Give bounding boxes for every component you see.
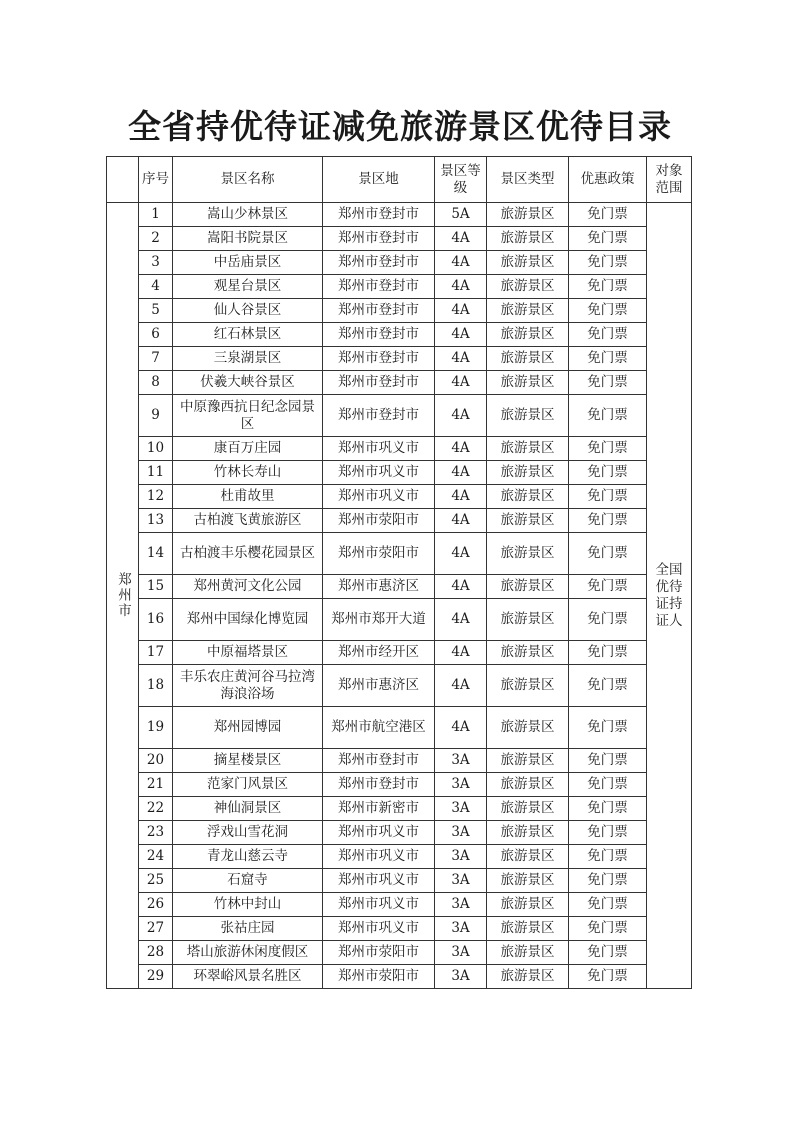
table-row — [107, 203, 692, 227]
row-type: 旅游景区 — [487, 299, 569, 323]
row-type: 旅游景区 — [487, 893, 569, 917]
row-seq: 20 — [139, 749, 173, 773]
row-seq: 7 — [139, 347, 173, 371]
page-title: 全省持优待证减免旅游景区优待目录 — [128, 107, 672, 146]
row-name: 古柏渡丰乐樱花园景区 — [173, 533, 323, 575]
row-policy: 免门票 — [569, 749, 647, 773]
row-location: 郑州市登封市 — [323, 773, 435, 797]
header-name: 景区名称 — [173, 157, 323, 203]
row-level: 3A — [435, 845, 487, 869]
row-location: 郑州市惠济区 — [323, 665, 435, 707]
row-name: 嵩阳书院景区 — [173, 227, 323, 251]
row-seq: 28 — [139, 941, 173, 965]
table-row — [107, 437, 692, 461]
row-type: 旅游景区 — [487, 203, 569, 227]
table-row — [107, 395, 692, 437]
row-seq: 19 — [139, 707, 173, 749]
row-policy: 免门票 — [569, 941, 647, 965]
row-seq: 10 — [139, 437, 173, 461]
table-row — [107, 707, 692, 749]
row-location: 郑州市登封市 — [323, 299, 435, 323]
row-policy: 免门票 — [569, 641, 647, 665]
row-level: 4A — [435, 485, 487, 509]
table-row — [107, 599, 692, 641]
row-location: 郑州市巩义市 — [323, 869, 435, 893]
row-type: 旅游景区 — [487, 575, 569, 599]
row-policy: 免门票 — [569, 251, 647, 275]
row-policy: 免门票 — [569, 275, 647, 299]
table-row — [107, 251, 692, 275]
row-policy: 免门票 — [569, 437, 647, 461]
row-name: 中岳庙景区 — [173, 251, 323, 275]
row-policy: 免门票 — [569, 773, 647, 797]
row-level: 4A — [435, 461, 487, 485]
row-seq: 16 — [139, 599, 173, 641]
table-row — [107, 461, 692, 485]
header-seq: 序号 — [139, 157, 173, 203]
row-policy: 免门票 — [569, 845, 647, 869]
row-location: 郑州市巩义市 — [323, 845, 435, 869]
row-location: 郑州市登封市 — [323, 395, 435, 437]
row-level: 4A — [435, 509, 487, 533]
scenic-area-table — [106, 156, 692, 989]
header-region — [107, 157, 139, 203]
row-location: 郑州市新密市 — [323, 797, 435, 821]
row-seq: 25 — [139, 869, 173, 893]
row-location: 郑州市登封市 — [323, 371, 435, 395]
row-policy: 免门票 — [569, 323, 647, 347]
row-location: 郑州市登封市 — [323, 275, 435, 299]
row-level: 3A — [435, 749, 487, 773]
row-name: 张祜庄园 — [173, 917, 323, 941]
row-seq: 3 — [139, 251, 173, 275]
row-level: 3A — [435, 797, 487, 821]
table-row — [107, 869, 692, 893]
row-location: 郑州市荥阳市 — [323, 941, 435, 965]
row-type: 旅游景区 — [487, 599, 569, 641]
row-seq: 23 — [139, 821, 173, 845]
row-seq: 9 — [139, 395, 173, 437]
city-cell: 郑州市 — [107, 203, 139, 989]
row-policy: 免门票 — [569, 917, 647, 941]
table-row — [107, 533, 692, 575]
row-level: 4A — [435, 665, 487, 707]
row-level: 3A — [435, 869, 487, 893]
row-seq: 27 — [139, 917, 173, 941]
row-policy: 免门票 — [569, 347, 647, 371]
row-policy: 免门票 — [569, 797, 647, 821]
table-row — [107, 893, 692, 917]
row-name: 三泉湖景区 — [173, 347, 323, 371]
row-type: 旅游景区 — [487, 347, 569, 371]
row-level: 3A — [435, 965, 487, 989]
row-seq: 5 — [139, 299, 173, 323]
row-policy: 免门票 — [569, 203, 647, 227]
row-name: 郑州中国绿化博览园 — [173, 599, 323, 641]
row-level: 3A — [435, 917, 487, 941]
table-row — [107, 509, 692, 533]
row-level: 4A — [435, 641, 487, 665]
row-seq: 8 — [139, 371, 173, 395]
table-row — [107, 227, 692, 251]
table-row — [107, 347, 692, 371]
table-row — [107, 845, 692, 869]
row-name: 浮戏山雪花洞 — [173, 821, 323, 845]
row-level: 3A — [435, 893, 487, 917]
row-type: 旅游景区 — [487, 845, 569, 869]
row-type: 旅游景区 — [487, 821, 569, 845]
header-target: 对象范围 — [647, 157, 692, 203]
row-type: 旅游景区 — [487, 797, 569, 821]
row-type: 旅游景区 — [487, 395, 569, 437]
table-row — [107, 641, 692, 665]
row-name: 摘星楼景区 — [173, 749, 323, 773]
table-header-row — [107, 157, 692, 203]
row-name: 中原豫西抗日纪念园景区 — [173, 395, 323, 437]
row-location: 郑州市登封市 — [323, 227, 435, 251]
row-level: 4A — [435, 251, 487, 275]
row-seq: 12 — [139, 485, 173, 509]
table-row — [107, 797, 692, 821]
row-location: 郑州市巩义市 — [323, 893, 435, 917]
row-name: 杜甫故里 — [173, 485, 323, 509]
row-seq: 24 — [139, 845, 173, 869]
row-name: 丰乐农庄黄河谷马拉湾海浪浴场 — [173, 665, 323, 707]
row-location: 郑州市巩义市 — [323, 485, 435, 509]
row-seq: 1 — [139, 203, 173, 227]
row-location: 郑州市荥阳市 — [323, 965, 435, 989]
row-type: 旅游景区 — [487, 461, 569, 485]
row-policy: 免门票 — [569, 893, 647, 917]
row-policy: 免门票 — [569, 299, 647, 323]
row-type: 旅游景区 — [487, 533, 569, 575]
row-location: 郑州市荥阳市 — [323, 533, 435, 575]
row-name: 郑州园博园 — [173, 707, 323, 749]
row-type: 旅游景区 — [487, 485, 569, 509]
row-location: 郑州市登封市 — [323, 347, 435, 371]
row-name: 古柏渡飞黄旅游区 — [173, 509, 323, 533]
target-scope-cell: 全国优待证持证人 — [647, 203, 692, 989]
row-seq: 13 — [139, 509, 173, 533]
header-type: 景区类型 — [487, 157, 569, 203]
row-policy: 免门票 — [569, 599, 647, 641]
row-seq: 2 — [139, 227, 173, 251]
row-policy: 免门票 — [569, 461, 647, 485]
row-level: 3A — [435, 773, 487, 797]
row-type: 旅游景区 — [487, 227, 569, 251]
row-name: 神仙洞景区 — [173, 797, 323, 821]
table-row — [107, 749, 692, 773]
table-row — [107, 299, 692, 323]
row-policy: 免门票 — [569, 665, 647, 707]
row-name: 塔山旅游休闲度假区 — [173, 941, 323, 965]
row-seq: 26 — [139, 893, 173, 917]
row-level: 4A — [435, 707, 487, 749]
row-name: 郑州黄河文化公园 — [173, 575, 323, 599]
row-policy: 免门票 — [569, 533, 647, 575]
row-level: 4A — [435, 323, 487, 347]
row-type: 旅游景区 — [487, 371, 569, 395]
row-name: 观星台景区 — [173, 275, 323, 299]
row-policy: 免门票 — [569, 485, 647, 509]
row-level: 3A — [435, 941, 487, 965]
row-location: 郑州市惠济区 — [323, 575, 435, 599]
row-name: 竹林中封山 — [173, 893, 323, 917]
row-seq: 6 — [139, 323, 173, 347]
row-location: 郑州市航空港区 — [323, 707, 435, 749]
row-seq: 18 — [139, 665, 173, 707]
row-level: 4A — [435, 371, 487, 395]
row-name: 红石林景区 — [173, 323, 323, 347]
row-policy: 免门票 — [569, 371, 647, 395]
row-name: 范家门风景区 — [173, 773, 323, 797]
table-row — [107, 665, 692, 707]
row-name: 青龙山慈云寺 — [173, 845, 323, 869]
row-policy: 免门票 — [569, 821, 647, 845]
row-policy: 免门票 — [569, 965, 647, 989]
row-level: 4A — [435, 575, 487, 599]
row-policy: 免门票 — [569, 509, 647, 533]
row-seq: 4 — [139, 275, 173, 299]
row-policy: 免门票 — [569, 395, 647, 437]
row-type: 旅游景区 — [487, 275, 569, 299]
row-type: 旅游景区 — [487, 251, 569, 275]
row-level: 4A — [435, 275, 487, 299]
table-row — [107, 275, 692, 299]
row-name: 竹林长寿山 — [173, 461, 323, 485]
row-policy: 免门票 — [569, 869, 647, 893]
row-level: 4A — [435, 227, 487, 251]
row-level: 4A — [435, 299, 487, 323]
row-name: 伏羲大峡谷景区 — [173, 371, 323, 395]
table-row — [107, 485, 692, 509]
table-row — [107, 917, 692, 941]
row-name: 环翠峪风景名胜区 — [173, 965, 323, 989]
row-seq: 14 — [139, 533, 173, 575]
row-location: 郑州市登封市 — [323, 251, 435, 275]
row-location: 郑州市郑开大道 — [323, 599, 435, 641]
table-row — [107, 965, 692, 989]
row-type: 旅游景区 — [487, 437, 569, 461]
row-location: 郑州市巩义市 — [323, 437, 435, 461]
row-policy: 免门票 — [569, 707, 647, 749]
table-row — [107, 371, 692, 395]
table-row — [107, 773, 692, 797]
row-type: 旅游景区 — [487, 773, 569, 797]
row-type: 旅游景区 — [487, 869, 569, 893]
row-location: 郑州市登封市 — [323, 749, 435, 773]
row-seq: 17 — [139, 641, 173, 665]
row-type: 旅游景区 — [487, 323, 569, 347]
header-location: 景区地 — [323, 157, 435, 203]
row-type: 旅游景区 — [487, 665, 569, 707]
row-name: 嵩山少林景区 — [173, 203, 323, 227]
table-body — [107, 203, 692, 989]
row-level: 4A — [435, 533, 487, 575]
row-type: 旅游景区 — [487, 941, 569, 965]
row-location: 郑州市巩义市 — [323, 821, 435, 845]
row-type: 旅游景区 — [487, 641, 569, 665]
row-name: 仙人谷景区 — [173, 299, 323, 323]
row-location: 郑州市登封市 — [323, 203, 435, 227]
row-name: 康百万庄园 — [173, 437, 323, 461]
row-seq: 29 — [139, 965, 173, 989]
header-level: 景区等级 — [435, 157, 487, 203]
row-location: 郑州市登封市 — [323, 323, 435, 347]
row-type: 旅游景区 — [487, 917, 569, 941]
row-level: 5A — [435, 203, 487, 227]
row-policy: 免门票 — [569, 227, 647, 251]
table-row — [107, 575, 692, 599]
row-level: 4A — [435, 347, 487, 371]
row-seq: 11 — [139, 461, 173, 485]
row-level: 4A — [435, 395, 487, 437]
row-seq: 21 — [139, 773, 173, 797]
row-type: 旅游景区 — [487, 707, 569, 749]
row-name: 石窟寺 — [173, 869, 323, 893]
row-level: 3A — [435, 821, 487, 845]
header-policy: 优惠政策 — [569, 157, 647, 203]
row-name: 中原福塔景区 — [173, 641, 323, 665]
table-row — [107, 941, 692, 965]
row-location: 郑州市巩义市 — [323, 461, 435, 485]
row-location: 郑州市经开区 — [323, 641, 435, 665]
table-row — [107, 821, 692, 845]
row-level: 4A — [435, 437, 487, 461]
row-seq: 15 — [139, 575, 173, 599]
row-policy: 免门票 — [569, 575, 647, 599]
row-location: 郑州市巩义市 — [323, 917, 435, 941]
row-type: 旅游景区 — [487, 965, 569, 989]
row-level: 4A — [435, 599, 487, 641]
row-type: 旅游景区 — [487, 509, 569, 533]
row-seq: 22 — [139, 797, 173, 821]
row-type: 旅游景区 — [487, 749, 569, 773]
row-location: 郑州市荥阳市 — [323, 509, 435, 533]
table-row — [107, 323, 692, 347]
